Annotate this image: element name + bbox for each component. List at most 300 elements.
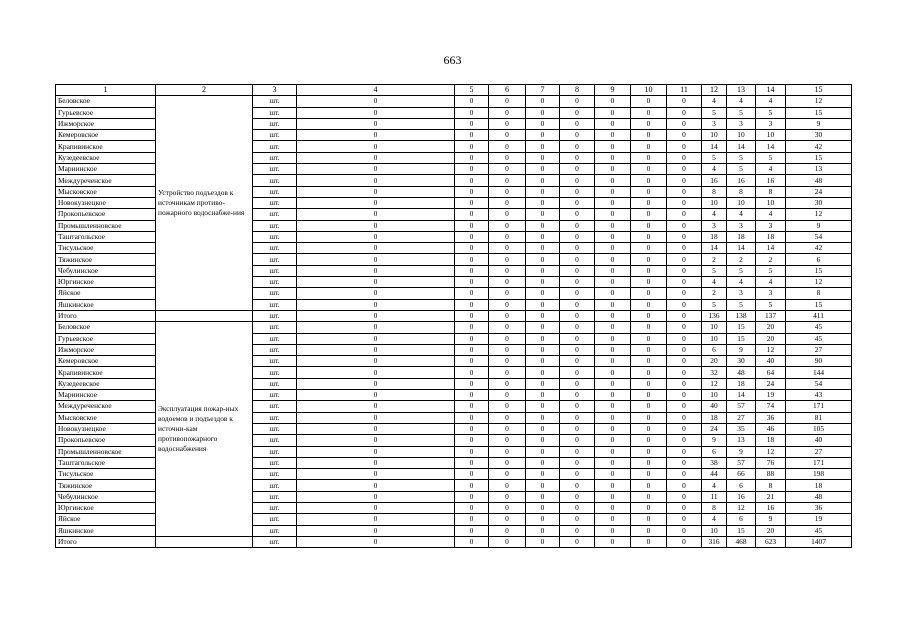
value-cell: 0 <box>595 288 631 299</box>
value-cell: 0 <box>526 480 560 491</box>
value-cell: 0 <box>595 322 631 333</box>
value-cell: 0 <box>455 220 489 231</box>
value-cell: 0 <box>526 423 560 434</box>
value-cell: 0 <box>667 231 702 242</box>
value-cell: 0 <box>489 525 526 536</box>
value-cell: 5 <box>727 299 756 310</box>
value-cell: 0 <box>489 96 526 107</box>
municipality-name: Кузедеевское <box>56 152 156 163</box>
value-cell: 12 <box>786 277 852 288</box>
value-cell: 0 <box>489 469 526 480</box>
value-cell: 0 <box>667 186 702 197</box>
value-cell: 0 <box>489 446 526 457</box>
municipality-name: Крапивинское <box>56 141 156 152</box>
value-cell: 0 <box>667 118 702 129</box>
page-number: 663 <box>443 53 462 67</box>
value-cell: 0 <box>631 310 667 321</box>
value-cell: 0 <box>297 423 455 434</box>
value-cell: 5 <box>702 265 727 276</box>
value-cell: 0 <box>560 435 595 446</box>
value-cell: 9 <box>756 514 786 525</box>
value-cell: 0 <box>631 288 667 299</box>
value-cell: 0 <box>560 356 595 367</box>
value-cell: 136 <box>702 310 727 321</box>
value-cell: 0 <box>667 164 702 175</box>
value-cell: 0 <box>631 356 667 367</box>
value-cell: 0 <box>297 514 455 525</box>
value-cell: 0 <box>489 175 526 186</box>
column-number-row <box>56 85 852 96</box>
value-cell: 0 <box>526 491 560 502</box>
unit-cell: шт. <box>253 265 297 276</box>
value-cell: 0 <box>297 457 455 468</box>
value-cell: 38 <box>702 457 727 468</box>
unit-cell: шт. <box>253 390 297 401</box>
municipality-name: Мысковское <box>56 186 156 197</box>
municipality-name: Яшкинское <box>56 299 156 310</box>
value-cell: 0 <box>631 333 667 344</box>
value-cell: 0 <box>526 254 560 265</box>
value-cell: 0 <box>526 243 560 254</box>
value-cell: 6 <box>786 254 852 265</box>
value-cell: 411 <box>786 310 852 321</box>
table-body <box>56 85 852 548</box>
value-cell: 5 <box>727 152 756 163</box>
value-cell: 6 <box>727 480 756 491</box>
value-cell: 0 <box>455 107 489 118</box>
value-cell: 2 <box>727 254 756 265</box>
value-cell: 0 <box>667 378 702 389</box>
value-cell: 8 <box>786 288 852 299</box>
value-cell: 0 <box>526 197 560 208</box>
value-cell: 0 <box>667 367 702 378</box>
value-cell: 0 <box>595 435 631 446</box>
value-cell: 0 <box>560 254 595 265</box>
value-cell: 4 <box>756 96 786 107</box>
value-cell: 0 <box>631 254 667 265</box>
value-cell: 3 <box>727 220 756 231</box>
value-cell: 0 <box>297 322 455 333</box>
value-cell: 14 <box>727 390 756 401</box>
value-cell: 32 <box>702 367 727 378</box>
value-cell: 48 <box>786 491 852 502</box>
unit-cell: шт. <box>253 446 297 457</box>
value-cell: 2 <box>702 288 727 299</box>
unit-cell: шт. <box>253 491 297 502</box>
value-cell: 0 <box>526 118 560 129</box>
value-cell: 0 <box>631 502 667 513</box>
value-cell: 40 <box>786 435 852 446</box>
value-cell: 81 <box>786 412 852 423</box>
value-cell: 10 <box>702 390 727 401</box>
value-cell: 40 <box>756 356 786 367</box>
value-cell: 0 <box>631 209 667 220</box>
value-cell: 0 <box>489 390 526 401</box>
value-cell: 12 <box>786 209 852 220</box>
value-cell: 0 <box>560 118 595 129</box>
value-cell: 0 <box>455 209 489 220</box>
value-cell: 0 <box>667 401 702 412</box>
value-cell: 5 <box>756 107 786 118</box>
value-cell: 0 <box>595 412 631 423</box>
value-cell: 0 <box>489 401 526 412</box>
value-cell: 0 <box>595 299 631 310</box>
value-cell: 0 <box>297 220 455 231</box>
value-cell: 137 <box>756 310 786 321</box>
municipality-name: Гурьевское <box>56 107 156 118</box>
value-cell: 0 <box>560 423 595 434</box>
value-cell: 0 <box>631 152 667 163</box>
value-cell: 0 <box>595 186 631 197</box>
value-cell: 0 <box>455 480 489 491</box>
unit-cell: шт. <box>253 480 297 491</box>
municipality-name: Гурьевское <box>56 333 156 344</box>
value-cell: 4 <box>727 96 756 107</box>
value-cell: 0 <box>489 288 526 299</box>
value-cell: 5 <box>702 152 727 163</box>
value-cell: 0 <box>297 175 455 186</box>
value-cell: 0 <box>560 231 595 242</box>
value-cell: 5 <box>702 299 727 310</box>
value-cell: 0 <box>667 265 702 276</box>
value-cell: 12 <box>786 96 852 107</box>
value-cell: 14 <box>702 141 727 152</box>
municipality-name: Новокузнецкое <box>56 423 156 434</box>
value-cell: 0 <box>631 446 667 457</box>
value-cell: 16 <box>727 175 756 186</box>
value-cell: 0 <box>631 367 667 378</box>
value-cell: 0 <box>595 220 631 231</box>
value-cell: 0 <box>667 344 702 355</box>
value-cell: 0 <box>631 390 667 401</box>
municipality-name: Кемеровское <box>56 130 156 141</box>
value-cell: 15 <box>786 299 852 310</box>
value-cell: 0 <box>667 96 702 107</box>
value-cell: 14 <box>727 141 756 152</box>
value-cell: 0 <box>455 130 489 141</box>
value-cell: 0 <box>526 536 560 547</box>
value-cell: 5 <box>727 265 756 276</box>
column-number: 6 <box>489 85 526 96</box>
value-cell: 6 <box>702 446 727 457</box>
value-cell: 0 <box>631 514 667 525</box>
value-cell: 0 <box>455 344 489 355</box>
unit-cell: шт. <box>253 288 297 299</box>
value-cell: 8 <box>756 480 786 491</box>
value-cell: 0 <box>667 209 702 220</box>
value-cell: 0 <box>455 502 489 513</box>
value-cell: 0 <box>297 96 455 107</box>
value-cell: 0 <box>667 356 702 367</box>
value-cell: 15 <box>786 152 852 163</box>
value-cell: 0 <box>560 367 595 378</box>
unit-cell: шт. <box>253 277 297 288</box>
value-cell: 0 <box>560 525 595 536</box>
value-cell: 0 <box>560 186 595 197</box>
municipality-name: Чебулинское <box>56 265 156 276</box>
municipality-name: Крапивинское <box>56 367 156 378</box>
value-cell: 0 <box>595 152 631 163</box>
value-cell: 14 <box>756 243 786 254</box>
value-cell: 0 <box>455 423 489 434</box>
value-cell: 0 <box>489 186 526 197</box>
municipality-name: Промышленновское <box>56 446 156 457</box>
value-cell: 0 <box>560 299 595 310</box>
value-cell: 0 <box>526 130 560 141</box>
value-cell: 0 <box>595 310 631 321</box>
unit-cell: шт. <box>253 322 297 333</box>
value-cell: 0 <box>297 141 455 152</box>
value-cell: 9 <box>786 220 852 231</box>
value-cell: 0 <box>595 164 631 175</box>
value-cell: 15 <box>727 322 756 333</box>
value-cell: 0 <box>595 480 631 491</box>
unit-cell: шт. <box>253 469 297 480</box>
value-cell: 0 <box>631 457 667 468</box>
unit-cell: шт. <box>253 152 297 163</box>
value-cell: 0 <box>297 435 455 446</box>
empty-cell <box>156 310 253 321</box>
value-cell: 0 <box>560 480 595 491</box>
value-cell: 0 <box>297 186 455 197</box>
value-cell: 5 <box>756 299 786 310</box>
value-cell: 0 <box>595 231 631 242</box>
value-cell: 0 <box>667 536 702 547</box>
value-cell: 0 <box>631 401 667 412</box>
value-cell: 0 <box>667 175 702 186</box>
value-cell: 0 <box>667 514 702 525</box>
value-cell: 2 <box>756 254 786 265</box>
value-cell: 198 <box>786 469 852 480</box>
value-cell: 74 <box>756 401 786 412</box>
value-cell: 36 <box>786 502 852 513</box>
municipality-name: Итого <box>56 310 156 321</box>
value-cell: 18 <box>727 231 756 242</box>
value-cell: 0 <box>526 412 560 423</box>
value-cell: 0 <box>631 435 667 446</box>
value-cell: 0 <box>560 209 595 220</box>
value-cell: 0 <box>455 401 489 412</box>
value-cell: 0 <box>526 344 560 355</box>
value-cell: 468 <box>727 536 756 547</box>
value-cell: 1407 <box>786 536 852 547</box>
value-cell: 0 <box>489 118 526 129</box>
value-cell: 0 <box>526 220 560 231</box>
value-cell: 16 <box>727 491 756 502</box>
value-cell: 35 <box>727 423 756 434</box>
value-cell: 27 <box>727 412 756 423</box>
unit-cell: шт. <box>253 96 297 107</box>
value-cell: 0 <box>667 469 702 480</box>
value-cell: 0 <box>667 502 702 513</box>
value-cell: 0 <box>526 401 560 412</box>
unit-cell: шт. <box>253 367 297 378</box>
value-cell: 0 <box>526 265 560 276</box>
value-cell: 0 <box>297 231 455 242</box>
value-cell: 42 <box>786 141 852 152</box>
value-cell: 0 <box>560 197 595 208</box>
value-cell: 0 <box>526 209 560 220</box>
value-cell: 0 <box>560 469 595 480</box>
value-cell: 0 <box>595 446 631 457</box>
value-cell: 12 <box>702 378 727 389</box>
value-cell: 3 <box>756 220 786 231</box>
value-cell: 0 <box>667 197 702 208</box>
value-cell: 0 <box>297 118 455 129</box>
value-cell: 0 <box>297 107 455 118</box>
unit-cell: шт. <box>253 186 297 197</box>
value-cell: 0 <box>560 141 595 152</box>
value-cell: 0 <box>560 536 595 547</box>
value-cell: 14 <box>756 141 786 152</box>
value-cell: 0 <box>455 469 489 480</box>
value-cell: 24 <box>702 423 727 434</box>
value-cell: 27 <box>786 446 852 457</box>
value-cell: 18 <box>702 412 727 423</box>
value-cell: 0 <box>595 243 631 254</box>
value-cell: 0 <box>455 288 489 299</box>
value-cell: 0 <box>595 333 631 344</box>
value-cell: 0 <box>526 107 560 118</box>
column-number: 10 <box>631 85 667 96</box>
value-cell: 0 <box>595 390 631 401</box>
value-cell: 0 <box>489 141 526 152</box>
municipality-name: Итого <box>56 536 156 547</box>
value-cell: 15 <box>786 265 852 276</box>
value-cell: 0 <box>297 299 455 310</box>
value-cell: 0 <box>667 435 702 446</box>
value-cell: 45 <box>786 525 852 536</box>
value-cell: 0 <box>560 130 595 141</box>
municipality-name: Новокузнецкое <box>56 197 156 208</box>
column-number: 3 <box>253 85 297 96</box>
value-cell: 0 <box>631 175 667 186</box>
value-cell: 0 <box>595 378 631 389</box>
value-cell: 14 <box>702 243 727 254</box>
value-cell: 0 <box>297 378 455 389</box>
value-cell: 0 <box>595 514 631 525</box>
value-cell: 76 <box>756 457 786 468</box>
value-cell: 0 <box>595 401 631 412</box>
value-cell: 0 <box>455 412 489 423</box>
total-row <box>56 310 852 321</box>
value-cell: 0 <box>526 310 560 321</box>
value-cell: 0 <box>560 164 595 175</box>
value-cell: 0 <box>489 435 526 446</box>
value-cell: 0 <box>489 502 526 513</box>
value-cell: 0 <box>526 514 560 525</box>
value-cell: 0 <box>667 277 702 288</box>
value-cell: 0 <box>560 344 595 355</box>
value-cell: 46 <box>756 423 786 434</box>
column-number: 5 <box>455 85 489 96</box>
value-cell: 15 <box>727 333 756 344</box>
value-cell: 0 <box>455 356 489 367</box>
value-cell: 42 <box>786 243 852 254</box>
value-cell: 18 <box>727 378 756 389</box>
value-cell: 0 <box>631 423 667 434</box>
value-cell: 0 <box>560 220 595 231</box>
value-cell: 0 <box>560 152 595 163</box>
municipality-name: Беловское <box>56 96 156 107</box>
value-cell: 4 <box>756 209 786 220</box>
value-cell: 0 <box>297 152 455 163</box>
municipality-name: Мариинское <box>56 164 156 175</box>
value-cell: 0 <box>297 164 455 175</box>
value-cell: 19 <box>756 390 786 401</box>
value-cell: 0 <box>595 536 631 547</box>
value-cell: 0 <box>667 412 702 423</box>
municipality-name: Междуреченское <box>56 401 156 412</box>
value-cell: 0 <box>560 107 595 118</box>
value-cell: 0 <box>560 277 595 288</box>
value-cell: 0 <box>560 310 595 321</box>
municipality-name: Прокопьевское <box>56 209 156 220</box>
value-cell: 30 <box>786 130 852 141</box>
value-cell: 0 <box>526 175 560 186</box>
value-cell: 0 <box>526 277 560 288</box>
value-cell: 5 <box>756 152 786 163</box>
value-cell: 40 <box>702 401 727 412</box>
municipality-name: Кемеровское <box>56 356 156 367</box>
value-cell: 0 <box>489 209 526 220</box>
value-cell: 0 <box>455 197 489 208</box>
value-cell: 6 <box>727 514 756 525</box>
value-cell: 9 <box>786 118 852 129</box>
value-cell: 0 <box>560 457 595 468</box>
value-cell: 0 <box>489 197 526 208</box>
value-cell: 0 <box>631 480 667 491</box>
total-row <box>56 536 852 547</box>
column-number: 14 <box>756 85 786 96</box>
value-cell: 3 <box>702 220 727 231</box>
value-cell: 0 <box>631 265 667 276</box>
value-cell: 0 <box>526 141 560 152</box>
unit-cell: шт. <box>253 209 297 220</box>
municipality-name: Юргинское <box>56 277 156 288</box>
value-cell: 15 <box>727 525 756 536</box>
value-cell: 0 <box>297 390 455 401</box>
value-cell: 0 <box>631 130 667 141</box>
value-cell: 8 <box>756 186 786 197</box>
value-cell: 0 <box>297 401 455 412</box>
unit-cell: шт. <box>253 175 297 186</box>
value-cell: 16 <box>756 175 786 186</box>
column-number: 13 <box>727 85 756 96</box>
value-cell: 48 <box>786 175 852 186</box>
value-cell: 0 <box>560 446 595 457</box>
unit-cell: шт. <box>253 243 297 254</box>
value-cell: 0 <box>560 322 595 333</box>
value-cell: 0 <box>526 231 560 242</box>
municipality-name: Тисульское <box>56 469 156 480</box>
value-cell: 2 <box>702 254 727 265</box>
value-cell: 88 <box>756 469 786 480</box>
value-cell: 0 <box>297 525 455 536</box>
value-cell: 36 <box>756 412 786 423</box>
value-cell: 18 <box>756 231 786 242</box>
value-cell: 0 <box>489 480 526 491</box>
value-cell: 4 <box>727 277 756 288</box>
value-cell: 0 <box>297 130 455 141</box>
value-cell: 144 <box>786 367 852 378</box>
value-cell: 0 <box>595 457 631 468</box>
value-cell: 0 <box>489 277 526 288</box>
value-cell: 0 <box>297 243 455 254</box>
value-cell: 0 <box>526 186 560 197</box>
value-cell: 0 <box>526 525 560 536</box>
value-cell: 0 <box>667 457 702 468</box>
